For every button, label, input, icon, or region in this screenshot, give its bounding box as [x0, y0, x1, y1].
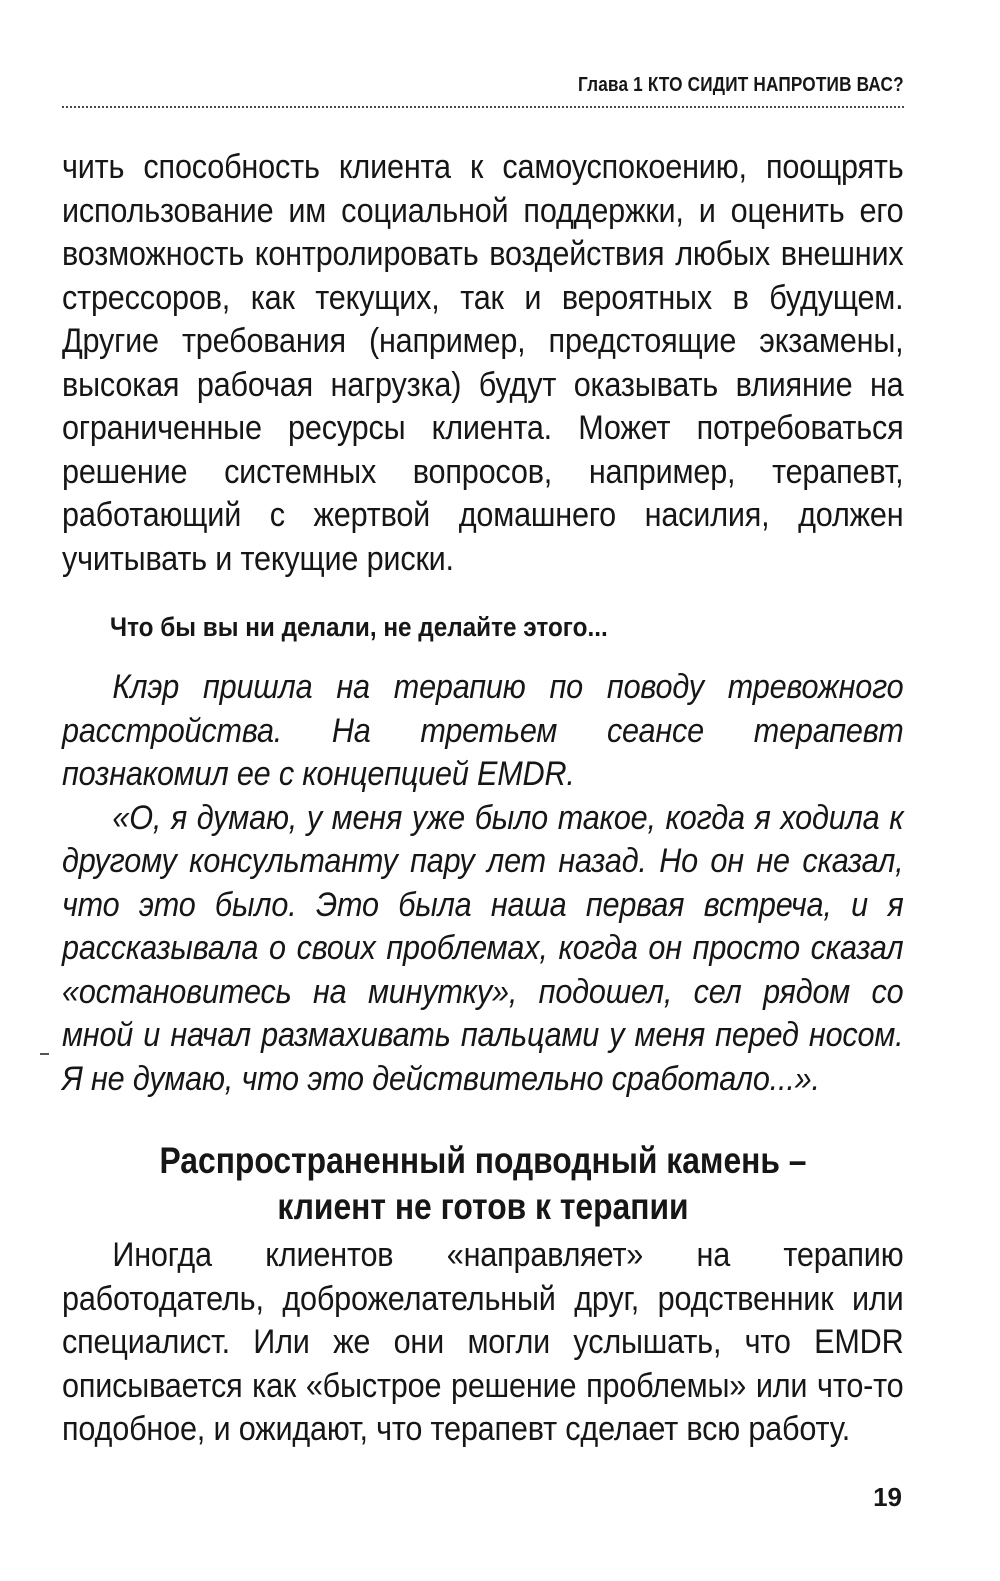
section-heading-line-1: Распространенный подводный камень –: [159, 1140, 807, 1181]
page-number: 19: [873, 1482, 902, 1512]
case-block: [62, 666, 904, 1101]
header-dotted-rule: [62, 106, 904, 108]
case-paragraph-1: Клэр пришла на терапию по поводу тревожного расстройства. На третьем сеансе терапевт познакомил ее с концепцией EMDR.: [62, 668, 904, 793]
body-paragraph-1: чить способность клиента к самоуспокоению, поощрять использование им социальной поддержки, и оценить его возможность контролировать воздействия любых внешних стрессоров, как текущих, так и вероятных в будущем. Другие требования (например, предстоящие экзамены, высокая рабочая нагрузка) будут оказывать влияние на ограниченные ресурсы клиента. Может потребоваться решение системных вопросов, например, терапевт, работающий с жертвой домашнего насилия, должен учитывать и текущие риски.: [62, 148, 904, 578]
case-paragraph-2: «О, я думаю, у меня уже было такое, когда я ходила к другому консультанту пару лет назад. Но он не сказал, что это было. Это была наша первая встреча, и я рассказывала о своих проблемах, когда он просто сказал «остановитесь на минутку», подошел, сел рядом со мной и начал размахивать пальцами у меня перед носом. Я не думаю, что это действительно сработало...».: [62, 798, 904, 1098]
section-heading-line-2: клиент не готов к терапии: [277, 1186, 689, 1227]
margin-mark: [40, 1053, 49, 1055]
body-paragraph-1-block: [62, 146, 904, 581]
section-heading: [121, 1138, 845, 1230]
section-paragraph: Иногда клиентов «направляет» на терапию работодатель, доброжелательный друг, родственник или специалист. Или же они могли услышать, что EMDR описывается как «быстрое решение проблемы» или что-то подобное, и ожидают, что терапевт сделает всю работу.: [62, 1236, 904, 1448]
section-paragraph-block: [62, 1234, 904, 1452]
box-heading: Что бы вы ни делали, не делайте этого...: [110, 612, 608, 642]
running-head: Глава 1 КТО СИДИТ НАПРОТИВ ВАС?: [578, 74, 904, 96]
